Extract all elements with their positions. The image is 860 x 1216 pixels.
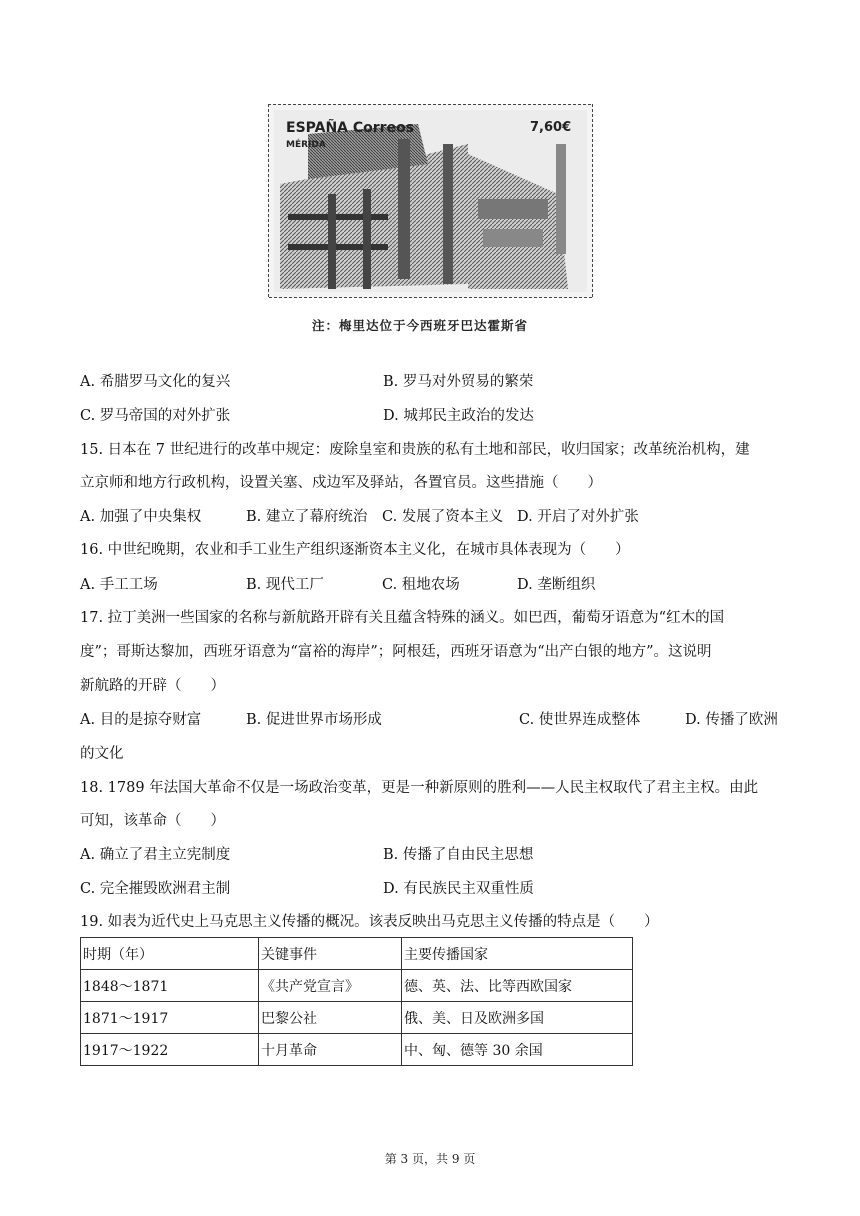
q18-option-a: A. 确立了君主立宪制度 (80, 847, 231, 863)
q17-option-c: C. 使世界连成整体 (519, 712, 641, 728)
q18-stem-line-1: 18. 1789 年法国大革命不仅是一场政治变革，更是一种新原则的胜利——人民主权取代了君主主权。由此 (80, 780, 759, 796)
q15-stem-line-2: 立京师和地方行政机构，设置关塞、戍边军及驿站，各置官员。这些措施（ ） (80, 475, 602, 491)
q18-stem-line-2: 可知，该革命（ ） (80, 813, 225, 829)
table-cell-event: 《共产党宣言》 (259, 970, 402, 1002)
q16-option-d: D. 垄断组织 (517, 577, 596, 593)
table-header-countries: 主要传播国家 (402, 938, 633, 970)
table-row (81, 1002, 633, 1034)
q19-table (80, 937, 633, 1066)
stamp-country: ESPAÑA Correos (286, 120, 415, 136)
table-header-period: 时期（年） (81, 938, 259, 970)
q15-option-b: B. 建立了幕府统治 (246, 509, 368, 525)
q15-stem-line-1: 15. 日本在 7 世纪进行的改革中规定：废除皇室和贵族的私有土地和部民，收归国家；改革统治机构，建 (80, 442, 750, 458)
table-cell-period: 1848～1871 (81, 970, 259, 1002)
table-cell-period: 1917～1922 (81, 1034, 259, 1066)
q15-option-d: D. 开启了对外扩张 (517, 509, 639, 525)
table-cell-countries: 俄、美、日及欧洲多国 (402, 1002, 633, 1034)
q17-stem-line-1: 17. 拉丁美洲一些国家的名称与新航路开辟有关且蕴含特殊的涵义。如巴西，葡萄牙语意为“红木的国 (80, 610, 725, 626)
q16-option-b: B. 现代工厂 (246, 577, 324, 593)
q15-option-a: A. 加强了中央集权 (80, 509, 202, 525)
q16-option-a: A. 手工工场 (80, 577, 158, 593)
q19-stem-line-1: 19. 如表为近代史上马克思主义传播的概况。该表反映出马克思主义传播的特点是（ ） (80, 914, 659, 930)
q14-option-d: D. 城邦民主政治的发达 (383, 408, 534, 424)
q17-stem-line-3: 新航路的开辟（ ） (80, 678, 225, 694)
q16-option-c: C. 租地农场 (382, 577, 460, 593)
q17-option-d-wrap: 的文化 (80, 746, 124, 762)
q17-stem-line-2: 度”；哥斯达黎加，西班牙语意为“富裕的海岸”；阿根廷，西班牙语意为“出产白银的地方”。这说明 (80, 644, 712, 660)
q14-option-a: A. 希腊罗马文化的复兴 (80, 374, 231, 390)
q17-option-d: D. 传播了欧洲 (685, 712, 778, 728)
table-cell-period: 1871～1917 (81, 1002, 259, 1034)
q14-option-b: B. 罗马对外贸易的繁荣 (383, 374, 534, 390)
q18-option-d: D. 有民族民主双重性质 (383, 881, 534, 897)
table-cell-event: 十月革命 (259, 1034, 402, 1066)
q17-option-a: A. 目的是掠夺财富 (80, 712, 202, 728)
table-cell-event: 巴黎公社 (259, 1002, 402, 1034)
stamp-image (268, 104, 593, 298)
table-cell-countries: 中、匈、德等 30 余国 (402, 1034, 633, 1066)
q14-option-c: C. 罗马帝国的对外扩张 (80, 408, 231, 424)
stamp-city: MÉRIDA (286, 140, 326, 150)
stamp-caption: 注：梅里达位于今西班牙巴达霍斯省 (312, 318, 529, 333)
table-header-event: 关键事件 (259, 938, 402, 970)
q15-option-c: C. 发展了资本主义 (382, 509, 504, 525)
table-row (81, 970, 633, 1002)
q18-option-c: C. 完全摧毁欧洲君主制 (80, 881, 231, 897)
q16-stem-line-1: 16. 中世纪晚期，农业和手工业生产组织逐渐资本主义化，在城市具体表现为（ ） (80, 542, 630, 558)
stamp-value: 7,60€ (530, 120, 572, 135)
page-footer: 第 3 页，共 9 页 (384, 1152, 476, 1166)
table-header-row (81, 938, 633, 970)
table-cell-countries: 德、英、法、比等西欧国家 (402, 970, 633, 1002)
q18-option-b: B. 传播了自由民主思想 (383, 847, 534, 863)
table-row (81, 1034, 633, 1066)
q17-option-b: B. 促进世界市场形成 (246, 712, 382, 728)
